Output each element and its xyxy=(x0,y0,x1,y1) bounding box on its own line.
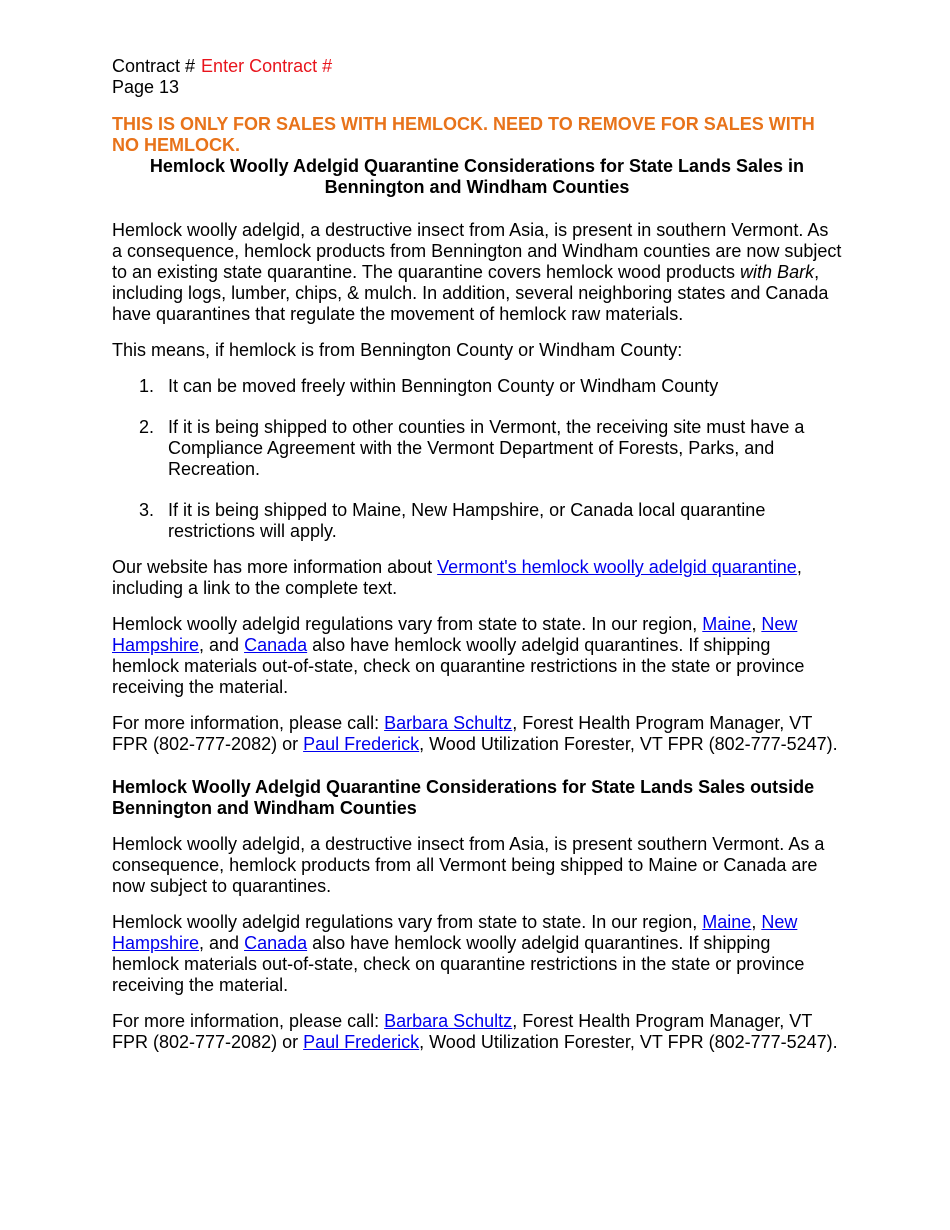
list-item: 1. It can be moved freely within Bennington County or Windham County xyxy=(138,376,719,396)
paul-frederick-link[interactable]: Paul Frederick xyxy=(303,1032,420,1052)
contract-label: Contract # xyxy=(112,56,196,76)
barbara-schultz-link[interactable]: Barbara Schultz xyxy=(384,713,513,733)
maine-link[interactable]: Maine xyxy=(702,614,752,634)
section1-regulations: Hemlock woolly adelgid regulations vary from state to state. In our region, Maine, New Hampshire, and Canada also have hemlock woolly adelgid quarantines. If shipping hemlock materials out-of-state, check on quarantine restrictions in the state or province receiving the material. xyxy=(112,614,805,697)
section2-title: Hemlock Woolly Adelgid Quarantine Considerations for State Lands Sales outside Bennington and Windham Counties xyxy=(112,777,815,818)
section2-intro: Hemlock woolly adelgid, a destructive insect from Asia, is present southern Vermont. As a consequence, hemlock products from all Vermont being shipped to Maine or Canada are now subject to quarantines. xyxy=(112,834,825,896)
section2-contact: For more information, please call: Barbara Schultz, Forest Health Program Manager, VT FPR (802-777-2082) or Paul Frederick, Wood Utilization Forester, VT FPR (802-777-5247). xyxy=(112,1011,838,1052)
contract-number-field[interactable]: Enter Contract # xyxy=(201,56,333,76)
section1-intro: Hemlock woolly adelgid, a destructive insect from Asia, is present in southern Vermont. As a consequence, hemlock products from Bennington and Windham counties are now subject to an existing state quarantine. The quarantine covers hemlock wood products with Bark, including logs, lumber, chips, & mulch. In addition, several neighboring states and Canada have quarantines that regulate the movement of hemlock raw materials. xyxy=(112,220,842,324)
new-hampshire-link[interactable]: New Hampshire xyxy=(112,912,798,953)
page-number: Page 13 xyxy=(112,77,180,97)
new-hampshire-link[interactable]: New Hampshire xyxy=(112,614,798,655)
maine-link[interactable]: Maine xyxy=(702,912,752,932)
section1-title: Hemlock Woolly Adelgid Quarantine Considerations for State Lands Sales in Bennington and Windham Counties xyxy=(149,156,805,197)
section2-regulations: Hemlock woolly adelgid regulations vary from state to state. In our region, Maine, New Hampshire, and Canada also have hemlock woolly adelgid quarantines. If shipping hemlock materials out-of-state, check on quarantine restrictions in the state or province receiving the material. xyxy=(112,912,805,995)
quarantine-link[interactable]: Vermont's hemlock woolly adelgid quarantine xyxy=(437,557,797,577)
with-bark-emphasis: with Bark xyxy=(740,262,815,282)
contract-line xyxy=(112,56,842,77)
document-page xyxy=(112,56,842,1068)
section1-means: This means, if hemlock is from Bennington County or Windham County: xyxy=(112,340,683,360)
list-item: 2. If it is being shipped to other counties in Vermont, the receiving site must have a Compliance Agreement with the Vermont Department of Forests, Parks, and Recreation. xyxy=(138,417,805,479)
rules-list xyxy=(112,376,842,542)
canada-link[interactable]: Canada xyxy=(244,635,308,655)
barbara-schultz-link[interactable]: Barbara Schultz xyxy=(384,1011,513,1031)
list-item: 3. If it is being shipped to Maine, New Hampshire, or Canada local quarantine restrictions will apply. xyxy=(138,500,766,541)
section1-contact: For more information, please call: Barbara Schultz, Forest Health Program Manager, VT FPR (802-777-2082) or Paul Frederick, Wood Utilization Forester, VT FPR (802-777-5247). xyxy=(112,713,838,754)
hemlock-warning-note: THIS IS ONLY FOR SALES WITH HEMLOCK. NEED TO REMOVE FOR SALES WITH NO HEMLOCK. xyxy=(112,114,815,155)
section1-website: Our website has more information about Vermont's hemlock woolly adelgid quarantine, including a link to the complete text. xyxy=(112,557,802,598)
canada-link[interactable]: Canada xyxy=(244,933,308,953)
paul-frederick-link[interactable]: Paul Frederick xyxy=(303,734,420,754)
